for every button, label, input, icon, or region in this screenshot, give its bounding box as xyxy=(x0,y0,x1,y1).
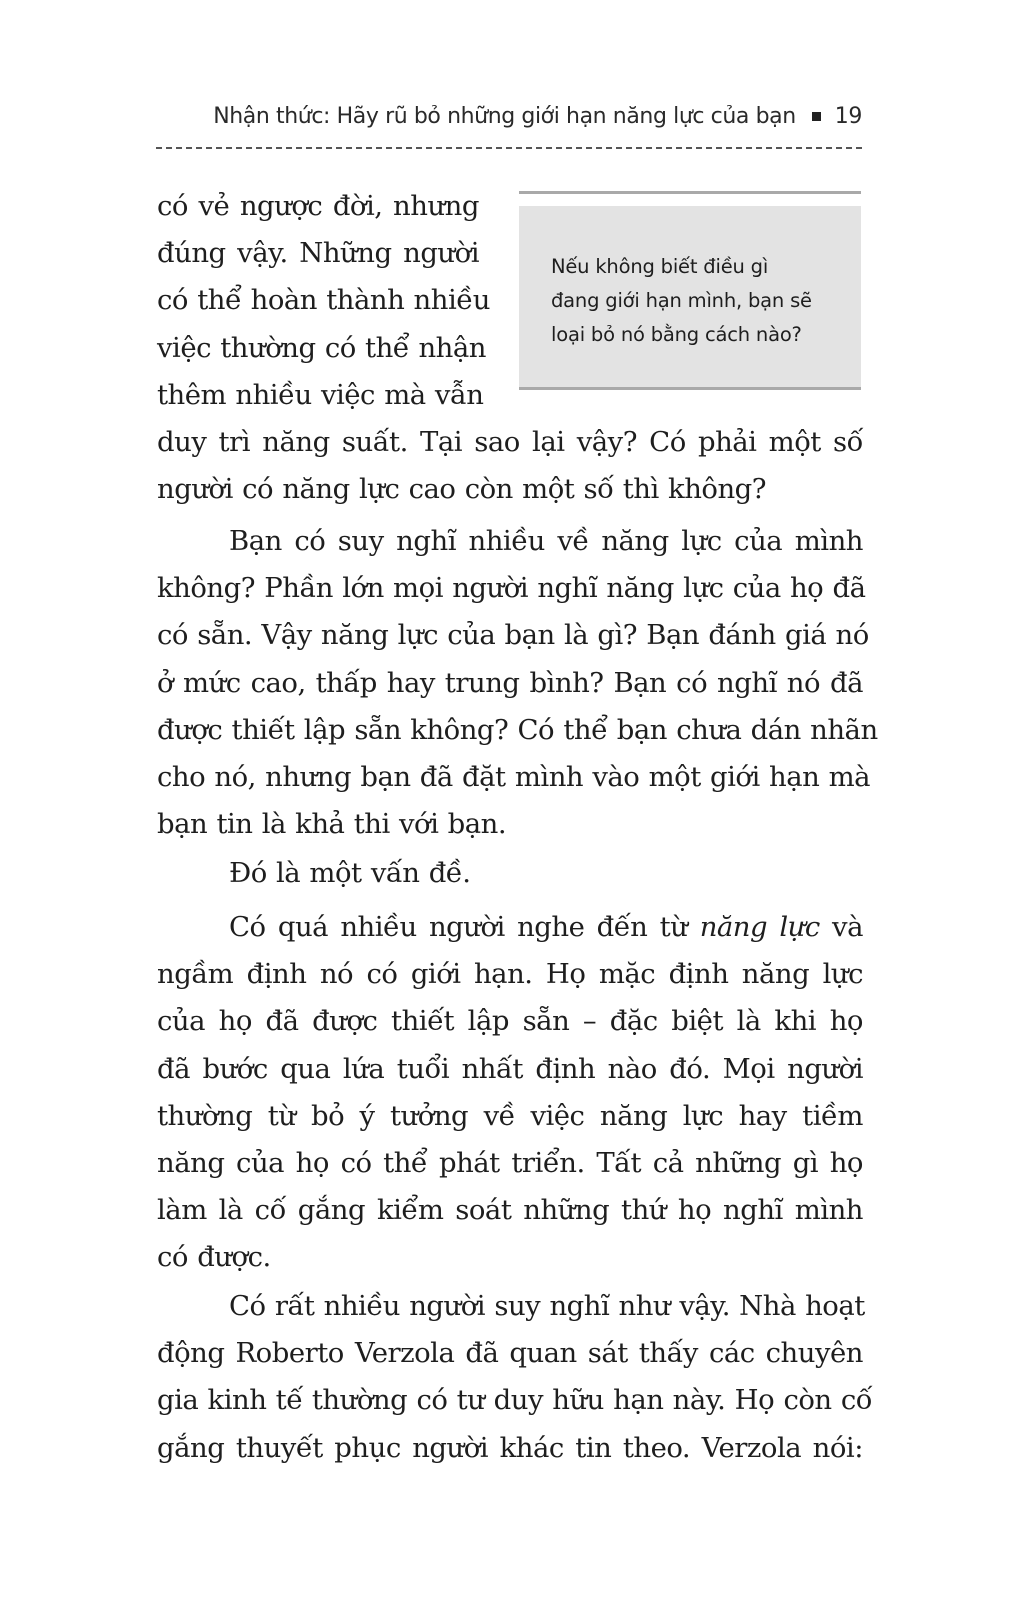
header-dashed-rule xyxy=(156,147,862,149)
chapter-title: Nhận thức: Hãy rũ bỏ những giới hạn năng lực của bạn xyxy=(213,104,796,129)
text-run: Có quá nhiều người nghe đến từ xyxy=(229,911,688,943)
text-line: động Roberto Verzola đã quan sát thấy các chuyên xyxy=(157,1337,863,1370)
text-line: việc thường có thể nhận xyxy=(157,331,486,364)
text-line: có thể hoàn thành nhiều xyxy=(157,284,490,317)
text-line: cho nó, nhưng bạn đã đặt mình vào một giới hạn mà xyxy=(157,761,871,794)
paragraph-4 xyxy=(157,904,863,1282)
text-line: Bạn có suy nghĩ nhiều về năng lực của mình xyxy=(229,525,863,557)
text-line: thường từ bỏ ý tưởng về việc năng lực hay tiềm xyxy=(157,1099,863,1132)
text-line: Đó là một vấn đề. xyxy=(229,857,471,889)
text-line: có vẻ ngược đời, nhưng xyxy=(157,190,479,222)
text-line: có sẵn. Vậy năng lực của bạn là gì? Bạn đánh giá nó xyxy=(157,619,869,652)
running-header xyxy=(156,104,862,129)
page-number: 19 xyxy=(834,104,862,129)
text-line: có được. xyxy=(157,1241,271,1274)
square-bullet-icon xyxy=(812,112,821,121)
text-line: ở mức cao, thấp hay trung bình? Bạn có nghĩ nó đã xyxy=(157,666,863,699)
pull-quote-line: đang giới hạn mình, bạn sẽ xyxy=(551,289,812,312)
paragraph-3 xyxy=(157,850,863,897)
text-line: không? Phần lớn mọi người nghĩ năng lực của họ đã xyxy=(157,572,866,605)
text-line: của họ đã được thiết lập sẵn – đặc biệt là khi họ xyxy=(157,1005,863,1038)
paragraph-1-full xyxy=(157,419,863,513)
paragraph-5 xyxy=(157,1283,873,1472)
text-line: được thiết lập sẵn không? Có thể bạn chưa dán nhãn xyxy=(157,713,878,746)
text-line xyxy=(157,904,863,951)
text-line: gia kinh tế thường có tư duy hữu hạn này. Họ còn cố xyxy=(157,1384,873,1417)
paragraph-2 xyxy=(157,518,878,848)
text-line: người có năng lực cao còn một số thì không? xyxy=(157,473,767,506)
text-line: năng của họ có thể phát triển. Tất cả những gì họ xyxy=(157,1147,863,1180)
paragraph-1-narrow xyxy=(157,183,863,419)
text-line: ngầm định nó có giới hạn. Họ mặc định năng lực xyxy=(157,958,863,991)
text-line: Có rất nhiều người suy nghĩ như vậy. Nhà hoạt xyxy=(229,1290,865,1322)
text-line: thêm nhiều việc mà vẫn xyxy=(157,378,484,411)
text-line: đã bước qua lứa tuổi nhất định nào đó. Mọi người xyxy=(157,1052,863,1085)
text-line: duy trì năng suất. Tại sao lại vậy? Có phải một số xyxy=(157,426,863,458)
pull-quote-line: Nếu không biết điều gì xyxy=(551,255,769,278)
text-run: và xyxy=(832,911,863,943)
text-line: đúng vậy. Những người xyxy=(157,237,479,270)
text-line: gắng thuyết phục người khác tin theo. Verzola nói: xyxy=(157,1431,863,1464)
text-line: bạn tin là khả thi với bạn. xyxy=(157,808,507,841)
pull-quote-line: loại bỏ nó bằng cách nào? xyxy=(551,323,802,346)
italic-term: năng lực xyxy=(699,911,820,943)
text-line: làm là cố gắng kiểm soát những thứ họ nghĩ mình xyxy=(157,1194,863,1227)
